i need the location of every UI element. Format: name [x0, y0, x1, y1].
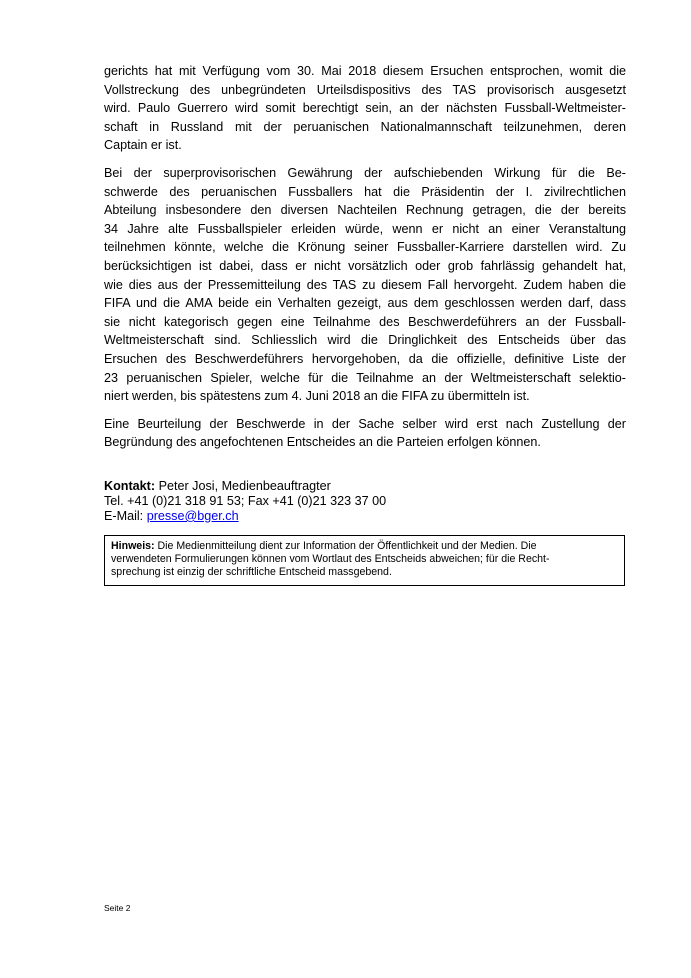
- text-line: Bei der superprovisorischen Gewährung der aufschiebenden Wirkung für die Be-: [104, 165, 626, 180]
- page-content: [104, 62, 626, 586]
- text-line: teilnehmen könnte, welche die Krönung seiner Fussballer-Karriere darstellen wird. Zu: [104, 240, 626, 255]
- text-line: wird. Paulo Guerrero wird somit berechtigt sein, an der nächsten Fussball-Weltmeister-: [104, 101, 626, 116]
- text-line: wie dies aus der Pressemitteilung des TAS zu diesem Fall hervorgeht. Zudem haben die: [104, 277, 626, 292]
- text-line: Begründung des angefochtenen Entscheides an die Parteien erfolgen können.: [104, 435, 541, 450]
- text-line: sie nicht kategorisch gegen eine Teilnahme des Beschwerdeführers an der Fussball-: [104, 314, 626, 329]
- text-line: 23 peruanischen Spieler, welche für die Teilnahme an der Weltmeisterschaft selektio-: [104, 370, 626, 385]
- text-line: Weltmeisterschaft sind. Schliesslich wird die Dringlichkeit des Entscheids über das: [104, 333, 626, 348]
- contact-label: Kontakt:: [104, 478, 156, 493]
- page-number: Seite 2: [104, 903, 131, 913]
- text-line: Captain er ist.: [104, 138, 182, 153]
- email-label: E-Mail:: [104, 508, 147, 523]
- text-line: schaft in Russland mit der peruanischen Nationalmannschaft teilzunehmen, deren: [104, 119, 626, 134]
- notice-text: Die Medienmitteilung dient zur Information der Öffentlichkeit und der Medien. Die: [154, 539, 537, 552]
- notice-box: [104, 535, 625, 586]
- notice-label: Hinweis:: [111, 539, 155, 552]
- contact-name-row: [104, 479, 626, 494]
- paragraph-1: [104, 62, 626, 155]
- text-line: 34 Jahre alte Fussballspieler erleiden würde, wenn er nicht an einer Veranstaltung: [104, 221, 626, 236]
- notice-line: verwendeten Formulierungen können vom Wortlaut des Entscheids abweichen; für die Recht-: [111, 552, 550, 565]
- contact-block: [104, 479, 626, 524]
- notice-line: sprechung ist einzig der schriftliche Entscheid massgebend.: [111, 565, 392, 578]
- notice-line: [111, 540, 618, 553]
- contact-name: Peter Josi, Medienbeauftragter: [155, 478, 331, 493]
- text-line: schwerde des peruanischen Fussballers hat die Präsidentin der I. zivilrechtlichen: [104, 184, 626, 199]
- text-line: Ersuchen des Beschwerdeführers hervorgehoben, da die offizielle, definitive Liste der: [104, 351, 626, 366]
- text-line: Vollstreckung des unbegründeten Urteilsdispositivs des TAS provisorisch ausgesetzt: [104, 82, 626, 97]
- text-line: berücksichtigen ist dabei, dass er nicht vorsätzlich oder grob fahrlässig gehandelt hat,: [104, 258, 626, 273]
- text-line: Abteilung insbesondere den diversen Nachteilen Rechnung getragen, die der bereits: [104, 203, 626, 218]
- contact-email-row: [104, 509, 626, 524]
- paragraph-3: [104, 415, 626, 452]
- text-line: niert werden, bis spätestens zum 4. Juni 2018 an die FIFA zu übermitteln ist.: [104, 389, 530, 404]
- contact-phone: Tel. +41 (0)21 318 91 53; Fax +41 (0)21 323 37 00: [104, 493, 387, 508]
- paragraph-2: [104, 164, 626, 406]
- text-line: gerichts hat mit Verfügung vom 30. Mai 2018 diesem Ersuchen entsprochen, womit die: [104, 64, 626, 78]
- email-link[interactable]: presse@bger.ch: [146, 508, 239, 523]
- text-line: FIFA und die AMA beide ein Verhalten gezeigt, aus dem geschlossen werden darf, dass: [104, 296, 626, 311]
- text-line: Eine Beurteilung der Beschwerde in der Sache selber wird erst nach Zustellung der: [104, 416, 626, 431]
